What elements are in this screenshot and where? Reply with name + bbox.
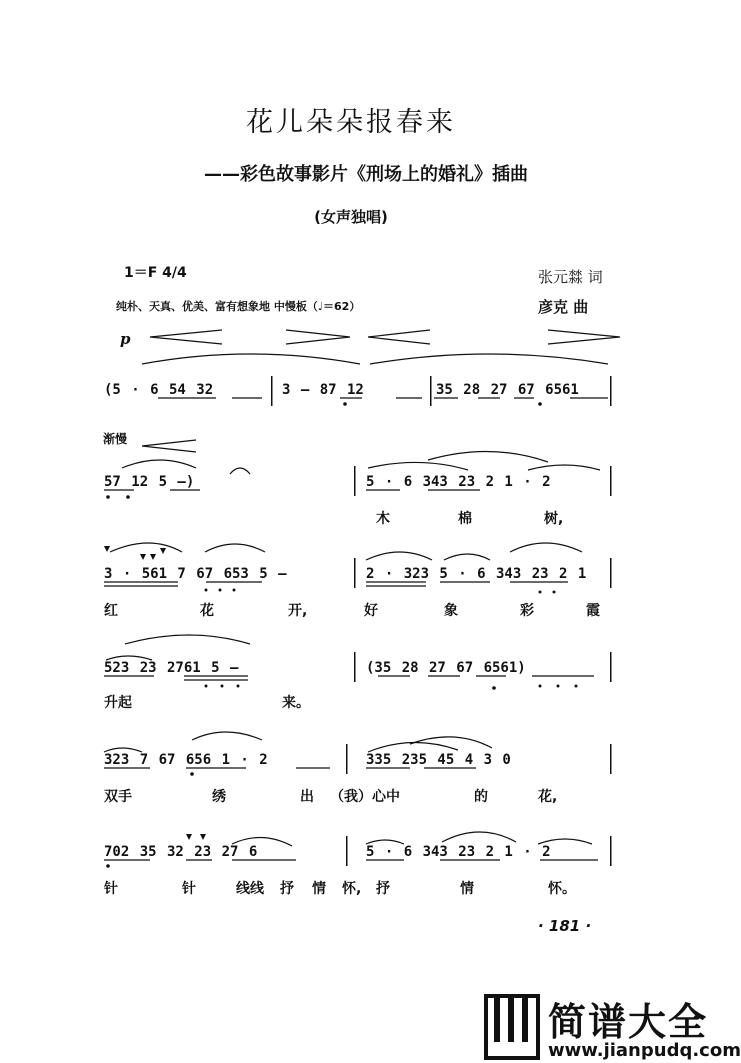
lyric: 升起	[104, 695, 132, 711]
notes-line-5-bar-a: 702 35 32 23 27 6	[104, 844, 258, 860]
lyric: 好	[364, 603, 378, 619]
piano-logo-icon	[486, 996, 538, 1058]
lyric: 棉	[458, 511, 472, 527]
dynamic-marking: p	[120, 330, 131, 348]
notes-line-0-bar-c: 35 28 27 67 6561	[436, 382, 579, 398]
lyric: 红	[104, 603, 118, 619]
notes-line-3-bar-a: 523 23 2761 5 —	[104, 660, 239, 676]
lyric: 针	[104, 881, 118, 897]
lyricist-credit: 张元㵘 词	[538, 268, 603, 286]
tempo-change: 渐慢	[103, 432, 128, 446]
lyric: 的	[474, 789, 488, 805]
composer-credit: 彦克 曲	[538, 298, 589, 316]
key-signature: 1＝F 4/4	[124, 265, 187, 281]
lyric: 花,	[538, 789, 558, 805]
lyric: 双手	[104, 789, 132, 805]
notes-line-4-bar-a: 323 7 67 656 1 · 2	[104, 752, 268, 768]
notes-line-5-bar-b: 5 · 6 343 23 2 1 · 2	[366, 844, 551, 860]
notes-line-4-bar-b: 335 235 45 4 3 0	[366, 752, 511, 768]
lyric: 开,	[288, 603, 308, 619]
notes-line-0-bar-b: 3 — 87 12	[282, 382, 364, 398]
notes-line-2-bar-a: 3 · 561 7 67 653 5 —	[104, 566, 287, 582]
lyric: 来。	[282, 695, 310, 711]
song-title: 花儿朵朵报春来	[246, 107, 456, 138]
lyric: 霞	[586, 603, 600, 619]
song-subtitle: ——彩色故事影片《刑场上的婚礼》插曲	[204, 164, 528, 185]
notes-line-1-bar-a: 57 12 5 —)	[104, 474, 195, 490]
watermark-url: www.jianpudq.com	[548, 1040, 741, 1061]
lyric: 抒	[376, 881, 390, 897]
notes-line-0-bar-a: (5 · 6 54 32	[104, 382, 214, 398]
lyric: 绣	[212, 789, 226, 805]
tempo-marking: 纯朴、天真、优美、富有想象地 中慢板（♩＝62）	[116, 300, 361, 313]
lyric: 怀。	[548, 881, 576, 897]
voice-type: (女声独唱)	[314, 208, 388, 226]
notes-line-1-bar-b: 5 · 6 343 23 2 1 · 2	[366, 474, 551, 490]
lyric: （我）心中	[330, 789, 400, 805]
lyric: 树,	[544, 511, 564, 527]
lyric: 针	[182, 881, 196, 897]
lyric: 花	[200, 603, 214, 619]
watermark-title: 简谱大全	[548, 1000, 709, 1044]
lyric: 象	[444, 603, 458, 619]
lyric: 情	[460, 881, 474, 897]
page-number: · 181 ·	[538, 917, 592, 935]
lyric: 情	[312, 881, 326, 897]
lyric: 怀,	[342, 881, 362, 897]
lyric: 出	[300, 789, 314, 805]
lyric: 木	[376, 511, 390, 527]
notes-line-2-bar-b: 2 · 323 5 · 6 343 23 2 1	[366, 566, 587, 582]
lyric: 彩	[520, 603, 534, 619]
lyric: 抒	[280, 881, 294, 897]
notes-line-3-bar-b: (35 28 27 67 6561)	[366, 660, 526, 676]
lyric: 线线	[236, 881, 264, 897]
